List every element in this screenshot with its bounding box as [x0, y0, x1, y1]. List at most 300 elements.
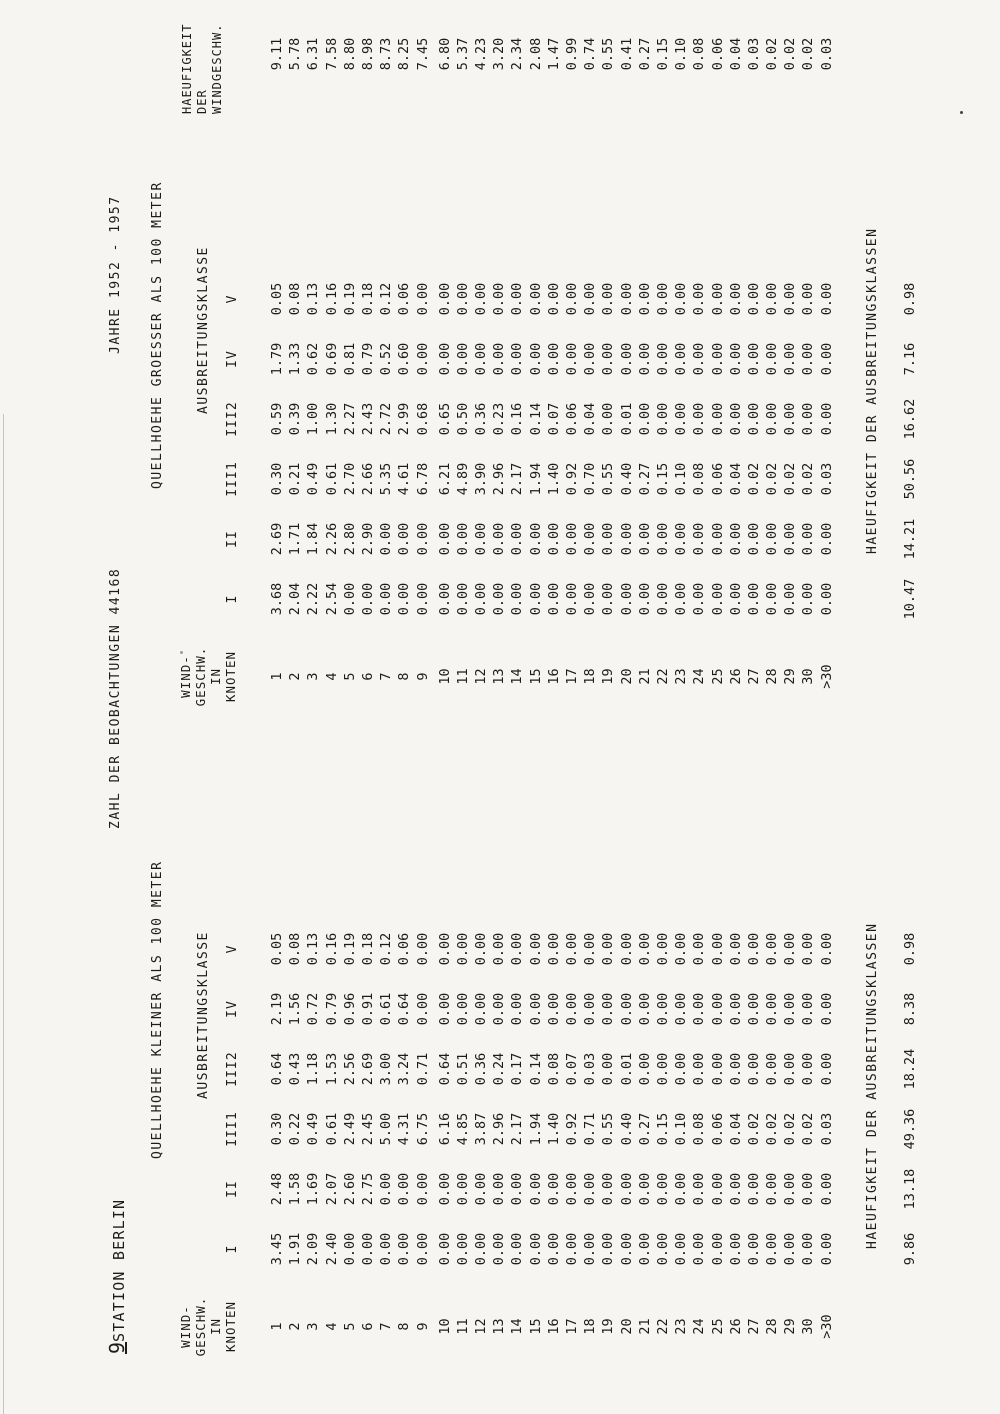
value-cell: 0.00	[800, 342, 817, 376]
value-cell: 0.00	[414, 282, 431, 316]
value-cell: 0.64	[436, 1052, 453, 1086]
table-row	[654, 919, 672, 1374]
value-cell: 0.00	[764, 282, 781, 316]
table-row	[286, 919, 304, 1374]
table-row	[781, 24, 799, 84]
value-cell: 0.55	[600, 1112, 617, 1146]
value-cell: 1.40	[545, 462, 562, 496]
wind-speed-cell: 19	[600, 1318, 617, 1335]
table-row	[304, 269, 322, 724]
wind-speed-cell: 25	[709, 668, 726, 685]
wind-speed-cell: 6	[359, 1322, 376, 1331]
value-cell: 0.30	[269, 1112, 285, 1146]
years-range: JAHRE 1952 - 1957	[108, 195, 123, 354]
wind-speed-cell: 25	[709, 1318, 726, 1335]
right-totals-row	[902, 269, 918, 629]
value-cell: 0.02	[782, 1112, 799, 1146]
value-cell: 0.00	[414, 932, 431, 966]
table-row	[472, 269, 490, 724]
value-cell: 0.39	[287, 402, 304, 436]
value-cell: 0.00	[396, 1172, 413, 1206]
wind-speed-cell: 30	[800, 1318, 817, 1335]
value-cell: 1.94	[527, 462, 544, 496]
wind-speed-cell: 29	[782, 1318, 799, 1335]
value-cell: 0.00	[436, 1172, 453, 1206]
table-row	[581, 919, 599, 1374]
frequency-cell: 7.58	[323, 37, 340, 71]
value-cell: 2.96	[491, 1112, 508, 1146]
value-cell: 0.00	[745, 1052, 762, 1086]
value-cell: 0.00	[491, 932, 508, 966]
left-totals-label: HAEUFIGKEIT DER AUSBREITUNGSKLASSEN	[865, 922, 880, 1249]
value-cell: 0.00	[691, 342, 708, 376]
value-cell: 0.08	[691, 1112, 708, 1146]
value-cell: 0.00	[491, 522, 508, 556]
value-cell: 0.01	[618, 402, 635, 436]
value-cell: 0.06	[396, 932, 413, 966]
value-cell: 0.00	[782, 1052, 799, 1086]
value-cell: 2.48	[269, 1172, 285, 1206]
table-row	[636, 919, 654, 1374]
table-row	[508, 919, 526, 1374]
right-class-group-header: AUSBREITUNGSKLASSE	[196, 246, 211, 414]
class-header-iii2: III2	[225, 401, 240, 437]
wind-speed-cell: 18	[582, 668, 599, 685]
value-cell: 0.00	[564, 1232, 580, 1266]
class-total-cell: 9.86	[902, 1232, 918, 1266]
header-line: WIND-	[178, 655, 193, 698]
value-cell: 2.69	[269, 522, 285, 556]
value-cell: 0.00	[764, 522, 781, 556]
value-cell: 0.00	[636, 1232, 653, 1266]
table-row	[690, 919, 708, 1374]
value-cell: 4.85	[454, 1112, 471, 1146]
value-cell: 0.00	[727, 992, 744, 1026]
value-cell: 0.00	[491, 1232, 508, 1266]
value-cell: 0.24	[491, 1052, 508, 1086]
value-cell: 0.91	[359, 992, 376, 1026]
frequency-cell: 0.99	[564, 37, 580, 71]
value-cell: 0.00	[727, 522, 744, 556]
value-cell: 1.91	[287, 1232, 304, 1266]
value-cell: 0.00	[454, 932, 471, 966]
value-cell: 0.00	[509, 992, 526, 1026]
value-cell: 0.00	[673, 342, 690, 376]
value-cell: 0.00	[800, 932, 817, 966]
table-row	[654, 24, 672, 84]
value-cell: 0.00	[582, 522, 599, 556]
frequency-cell: 5.78	[287, 37, 304, 71]
value-cell: 0.00	[582, 992, 599, 1026]
header-line: WIND-	[178, 1305, 193, 1348]
header-line: GESCHW.	[193, 646, 208, 707]
value-cell: 0.00	[727, 402, 744, 436]
value-cell: 0.00	[745, 1172, 762, 1206]
value-cell: 0.10	[673, 462, 690, 496]
header-line: KNOTEN	[223, 1300, 238, 1353]
value-cell: 2.45	[359, 1112, 376, 1146]
value-cell: 0.00	[654, 402, 671, 436]
value-cell: 0.14	[527, 1052, 544, 1086]
value-cell: 0.00	[600, 1052, 617, 1086]
table-row	[527, 919, 545, 1374]
value-cell: 0.00	[782, 402, 799, 436]
value-cell: 0.79	[359, 342, 376, 376]
value-cell: 0.00	[673, 1052, 690, 1086]
value-cell: 0.00	[414, 1172, 431, 1206]
table-row	[690, 269, 708, 724]
value-cell: 3.87	[473, 1112, 490, 1146]
value-cell: 0.00	[654, 522, 671, 556]
value-cell: 0.81	[341, 342, 358, 376]
table-row	[818, 24, 836, 84]
value-cell: 0.00	[818, 932, 835, 966]
table-row	[472, 24, 490, 84]
value-cell: 0.00	[491, 992, 508, 1026]
value-cell: 2.27	[341, 402, 358, 436]
wind-speed-cell: 11	[454, 668, 471, 685]
value-cell: 0.00	[691, 522, 708, 556]
value-cell: 0.00	[473, 1172, 490, 1206]
value-cell: 0.61	[323, 1112, 340, 1146]
value-cell: 0.00	[436, 282, 453, 316]
wind-speed-cell: 14	[509, 668, 526, 685]
wind-speed-cell: 16	[545, 668, 562, 685]
table-row	[454, 24, 472, 84]
value-cell: 0.00	[764, 402, 781, 436]
value-cell: 0.00	[618, 342, 635, 376]
wind-speed-cell: 11	[454, 1318, 471, 1335]
wind-speed-cell: 24	[691, 1318, 708, 1335]
value-cell: 0.00	[618, 522, 635, 556]
scan-artifact-line	[3, 414, 4, 1414]
value-cell: 0.00	[673, 1232, 690, 1266]
class-total-cell: 14.21	[902, 518, 918, 560]
table-row	[599, 919, 617, 1374]
wind-speed-cell: 12	[473, 668, 490, 685]
value-cell: 0.00	[745, 582, 762, 616]
value-cell: 0.00	[582, 932, 599, 966]
value-cell: 6.78	[414, 462, 431, 496]
value-cell: 0.10	[673, 1112, 690, 1146]
value-cell: 0.49	[305, 1112, 322, 1146]
table-row	[490, 919, 508, 1374]
wind-speed-cell: 4	[323, 1322, 340, 1331]
table-row	[454, 269, 472, 724]
table-row	[781, 269, 799, 724]
value-cell: 0.79	[323, 992, 340, 1026]
value-cell: 0.00	[727, 1172, 744, 1206]
wind-speed-cell: 22	[654, 668, 671, 685]
wind-speed-cell: 2	[287, 1322, 304, 1331]
value-cell: 0.00	[727, 932, 744, 966]
class-header-iv: IV	[225, 1000, 240, 1018]
value-cell: 0.00	[454, 1172, 471, 1206]
table-row	[436, 269, 454, 724]
value-cell: 0.00	[564, 282, 580, 316]
value-cell: 0.00	[818, 342, 835, 376]
value-cell: 0.00	[396, 1232, 413, 1266]
class-header-ii: II	[225, 1180, 240, 1198]
value-cell: 0.59	[269, 402, 285, 436]
frequency-cell: 6.80	[436, 37, 453, 71]
value-cell: 0.00	[727, 342, 744, 376]
value-cell: 0.40	[618, 1112, 635, 1146]
value-cell: 5.00	[378, 1112, 395, 1146]
frequency-cell: 8.25	[396, 37, 413, 71]
class-total-cell: 50.56	[902, 458, 918, 500]
table-row	[581, 24, 599, 84]
value-cell: 0.17	[509, 1052, 526, 1086]
table-row	[709, 24, 727, 84]
table-row	[672, 269, 690, 724]
value-cell: 0.00	[396, 582, 413, 616]
value-cell: 0.00	[636, 282, 653, 316]
value-cell: 0.00	[378, 1232, 395, 1266]
frequency-cell: 0.74	[582, 37, 599, 71]
wind-speed-cell: 15	[527, 1318, 544, 1335]
value-cell: 0.92	[564, 462, 580, 496]
value-cell: 0.00	[414, 582, 431, 616]
wind-speed-cell: >30	[818, 664, 835, 689]
table-row	[545, 919, 563, 1374]
value-cell: 0.00	[818, 522, 835, 556]
value-cell: 0.00	[473, 282, 490, 316]
value-cell: 0.00	[509, 1232, 526, 1266]
left-totals-row	[902, 919, 918, 1279]
value-cell: 2.17	[509, 1112, 526, 1146]
value-cell: 0.12	[378, 282, 395, 316]
value-cell: 0.00	[618, 582, 635, 616]
value-cell: 0.00	[764, 1232, 781, 1266]
value-cell: 0.00	[618, 1232, 635, 1266]
value-cell: 6.16	[436, 1112, 453, 1146]
value-cell: 0.00	[527, 1232, 544, 1266]
wind-speed-cell: 9	[414, 672, 431, 681]
value-cell: 0.02	[764, 462, 781, 496]
value-cell: 0.00	[818, 282, 835, 316]
value-cell: 0.00	[745, 522, 762, 556]
value-cell: 0.04	[727, 462, 744, 496]
table-row	[268, 269, 286, 724]
value-cell: 0.08	[287, 282, 304, 316]
table-row	[545, 24, 563, 84]
value-cell: 0.06	[709, 1112, 726, 1146]
table-row	[436, 919, 454, 1374]
value-cell: 0.00	[691, 402, 708, 436]
value-cell: 0.00	[745, 342, 762, 376]
value-cell: 0.00	[727, 282, 744, 316]
value-cell: 0.00	[600, 522, 617, 556]
value-cell: 0.00	[691, 282, 708, 316]
frequency-cell: 3.20	[491, 37, 508, 71]
table-row	[377, 919, 395, 1374]
wind-speed-cell: 22	[654, 1318, 671, 1335]
class-total-cell: 13.18	[902, 1168, 918, 1210]
wind-frequency-header	[180, 4, 225, 114]
value-cell: 0.00	[545, 582, 562, 616]
frequency-cell: 0.55	[600, 37, 617, 71]
frequency-cell: 0.10	[673, 37, 690, 71]
left-class-group-header: AUSBREITUNGSKLASSE	[196, 931, 211, 1099]
value-cell: 0.19	[341, 932, 358, 966]
value-cell: 4.31	[396, 1112, 413, 1146]
value-cell: 0.00	[709, 932, 726, 966]
value-cell: 0.00	[654, 932, 671, 966]
value-cell: 0.00	[509, 282, 526, 316]
value-cell: 0.00	[818, 1232, 835, 1266]
value-cell: 0.00	[709, 1052, 726, 1086]
value-cell: 0.07	[545, 402, 562, 436]
value-cell: 0.70	[582, 462, 599, 496]
value-cell: 1.53	[323, 1052, 340, 1086]
value-cell: 0.69	[323, 342, 340, 376]
value-cell: 0.00	[709, 342, 726, 376]
table-row	[581, 269, 599, 724]
wind-speed-cell: 2	[287, 672, 304, 681]
value-cell: 0.00	[600, 282, 617, 316]
value-cell: 1.00	[305, 402, 322, 436]
table-row	[745, 269, 763, 724]
value-cell: 0.00	[691, 1172, 708, 1206]
value-cell: 0.00	[378, 522, 395, 556]
value-cell: 0.00	[564, 522, 580, 556]
table-row	[341, 269, 359, 724]
value-cell: 0.00	[414, 992, 431, 1026]
value-cell: 0.00	[600, 992, 617, 1026]
value-cell: 0.00	[800, 1232, 817, 1266]
value-cell: 0.00	[764, 932, 781, 966]
value-cell: 0.00	[691, 1232, 708, 1266]
wind-speed-cell: 19	[600, 668, 617, 685]
table-row	[727, 269, 745, 724]
value-cell: 0.00	[582, 582, 599, 616]
value-cell: 0.00	[545, 282, 562, 316]
value-cell: 0.00	[691, 932, 708, 966]
value-cell: 0.00	[654, 1052, 671, 1086]
value-cell: 0.00	[745, 992, 762, 1026]
wind-speed-cell: 30	[800, 668, 817, 685]
value-cell: 0.00	[636, 582, 653, 616]
table-row	[818, 269, 836, 724]
value-cell: 2.69	[359, 1052, 376, 1086]
value-cell: 0.05	[269, 932, 285, 966]
value-cell: 0.00	[691, 992, 708, 1026]
class-header-iii1: III1	[225, 461, 240, 497]
value-cell: 0.00	[396, 522, 413, 556]
value-cell: 0.00	[473, 1232, 490, 1266]
table-row	[672, 919, 690, 1374]
wind-frequency-column	[268, 24, 836, 84]
value-cell: 0.03	[582, 1052, 599, 1086]
value-cell: 0.00	[545, 522, 562, 556]
value-cell: 0.00	[454, 582, 471, 616]
class-header-iii2: III2	[225, 1051, 240, 1087]
table-row	[359, 269, 377, 724]
value-cell: 0.27	[636, 462, 653, 496]
table-row	[414, 24, 432, 84]
value-cell: 2.49	[341, 1112, 358, 1146]
wind-speed-cell: 3	[305, 1322, 322, 1331]
table-row	[304, 24, 322, 84]
value-cell: 0.61	[323, 462, 340, 496]
frequency-cell: 8.80	[341, 37, 358, 71]
value-cell: 0.72	[305, 992, 322, 1026]
value-cell: 0.00	[473, 992, 490, 1026]
wind-speed-cell: 17	[564, 1318, 580, 1335]
wind-speed-cell: 10	[436, 1318, 453, 1335]
value-cell: 0.00	[709, 1232, 726, 1266]
value-cell: 0.00	[582, 282, 599, 316]
value-cell: 0.55	[600, 462, 617, 496]
value-cell: 0.00	[654, 1232, 671, 1266]
value-cell: 0.00	[745, 1232, 762, 1266]
value-cell: 0.00	[545, 932, 562, 966]
value-cell: 2.66	[359, 462, 376, 496]
table-row	[323, 269, 341, 724]
table-row	[709, 269, 727, 724]
value-cell: 2.17	[509, 462, 526, 496]
value-cell: 0.71	[414, 1052, 431, 1086]
value-cell: 0.00	[764, 992, 781, 1026]
header-line: KNOTEN	[223, 650, 238, 703]
value-cell: 0.00	[545, 992, 562, 1026]
value-cell: 0.00	[618, 992, 635, 1026]
value-cell: 0.62	[305, 342, 322, 376]
frequency-cell: 4.23	[473, 37, 490, 71]
class-total-cell: 10.47	[902, 578, 918, 620]
value-cell: 0.05	[269, 282, 285, 316]
value-cell: 0.00	[709, 1172, 726, 1206]
value-cell: 0.00	[673, 282, 690, 316]
value-cell: 0.00	[527, 522, 544, 556]
value-cell: 0.00	[600, 1232, 617, 1266]
station-number: 9	[105, 1341, 129, 1354]
right-wind-speed-header	[178, 629, 238, 724]
value-cell: 1.84	[305, 522, 322, 556]
class-header-ii: II	[225, 530, 240, 548]
value-cell: 0.27	[636, 1112, 653, 1146]
table-row	[727, 24, 745, 84]
table-row	[527, 24, 545, 84]
class-total-cell: 0.98	[902, 932, 918, 966]
value-cell: 0.00	[378, 1172, 395, 1206]
value-cell: 0.00	[709, 282, 726, 316]
table-row	[781, 919, 799, 1374]
value-cell: 0.08	[545, 1052, 562, 1086]
value-cell: 0.00	[636, 1052, 653, 1086]
value-cell: 0.00	[564, 992, 580, 1026]
wind-speed-cell: 4	[323, 672, 340, 681]
wind-speed-cell: 1	[269, 672, 285, 681]
value-cell: 0.02	[800, 1112, 817, 1146]
table-row	[454, 919, 472, 1374]
value-cell: 0.06	[564, 402, 580, 436]
table-row	[508, 24, 526, 84]
value-cell: 0.00	[782, 282, 799, 316]
value-cell: 0.61	[378, 992, 395, 1026]
table-row	[599, 269, 617, 724]
value-cell: 0.00	[709, 522, 726, 556]
table-row	[618, 24, 636, 84]
value-cell: 1.58	[287, 1172, 304, 1206]
value-cell: 0.36	[473, 1052, 490, 1086]
header-line: WINDGESCHW.	[210, 23, 224, 114]
value-cell: 0.04	[582, 402, 599, 436]
class-total-cell: 49.36	[902, 1108, 918, 1150]
value-cell: 0.00	[691, 582, 708, 616]
station-title	[105, 1199, 129, 1354]
